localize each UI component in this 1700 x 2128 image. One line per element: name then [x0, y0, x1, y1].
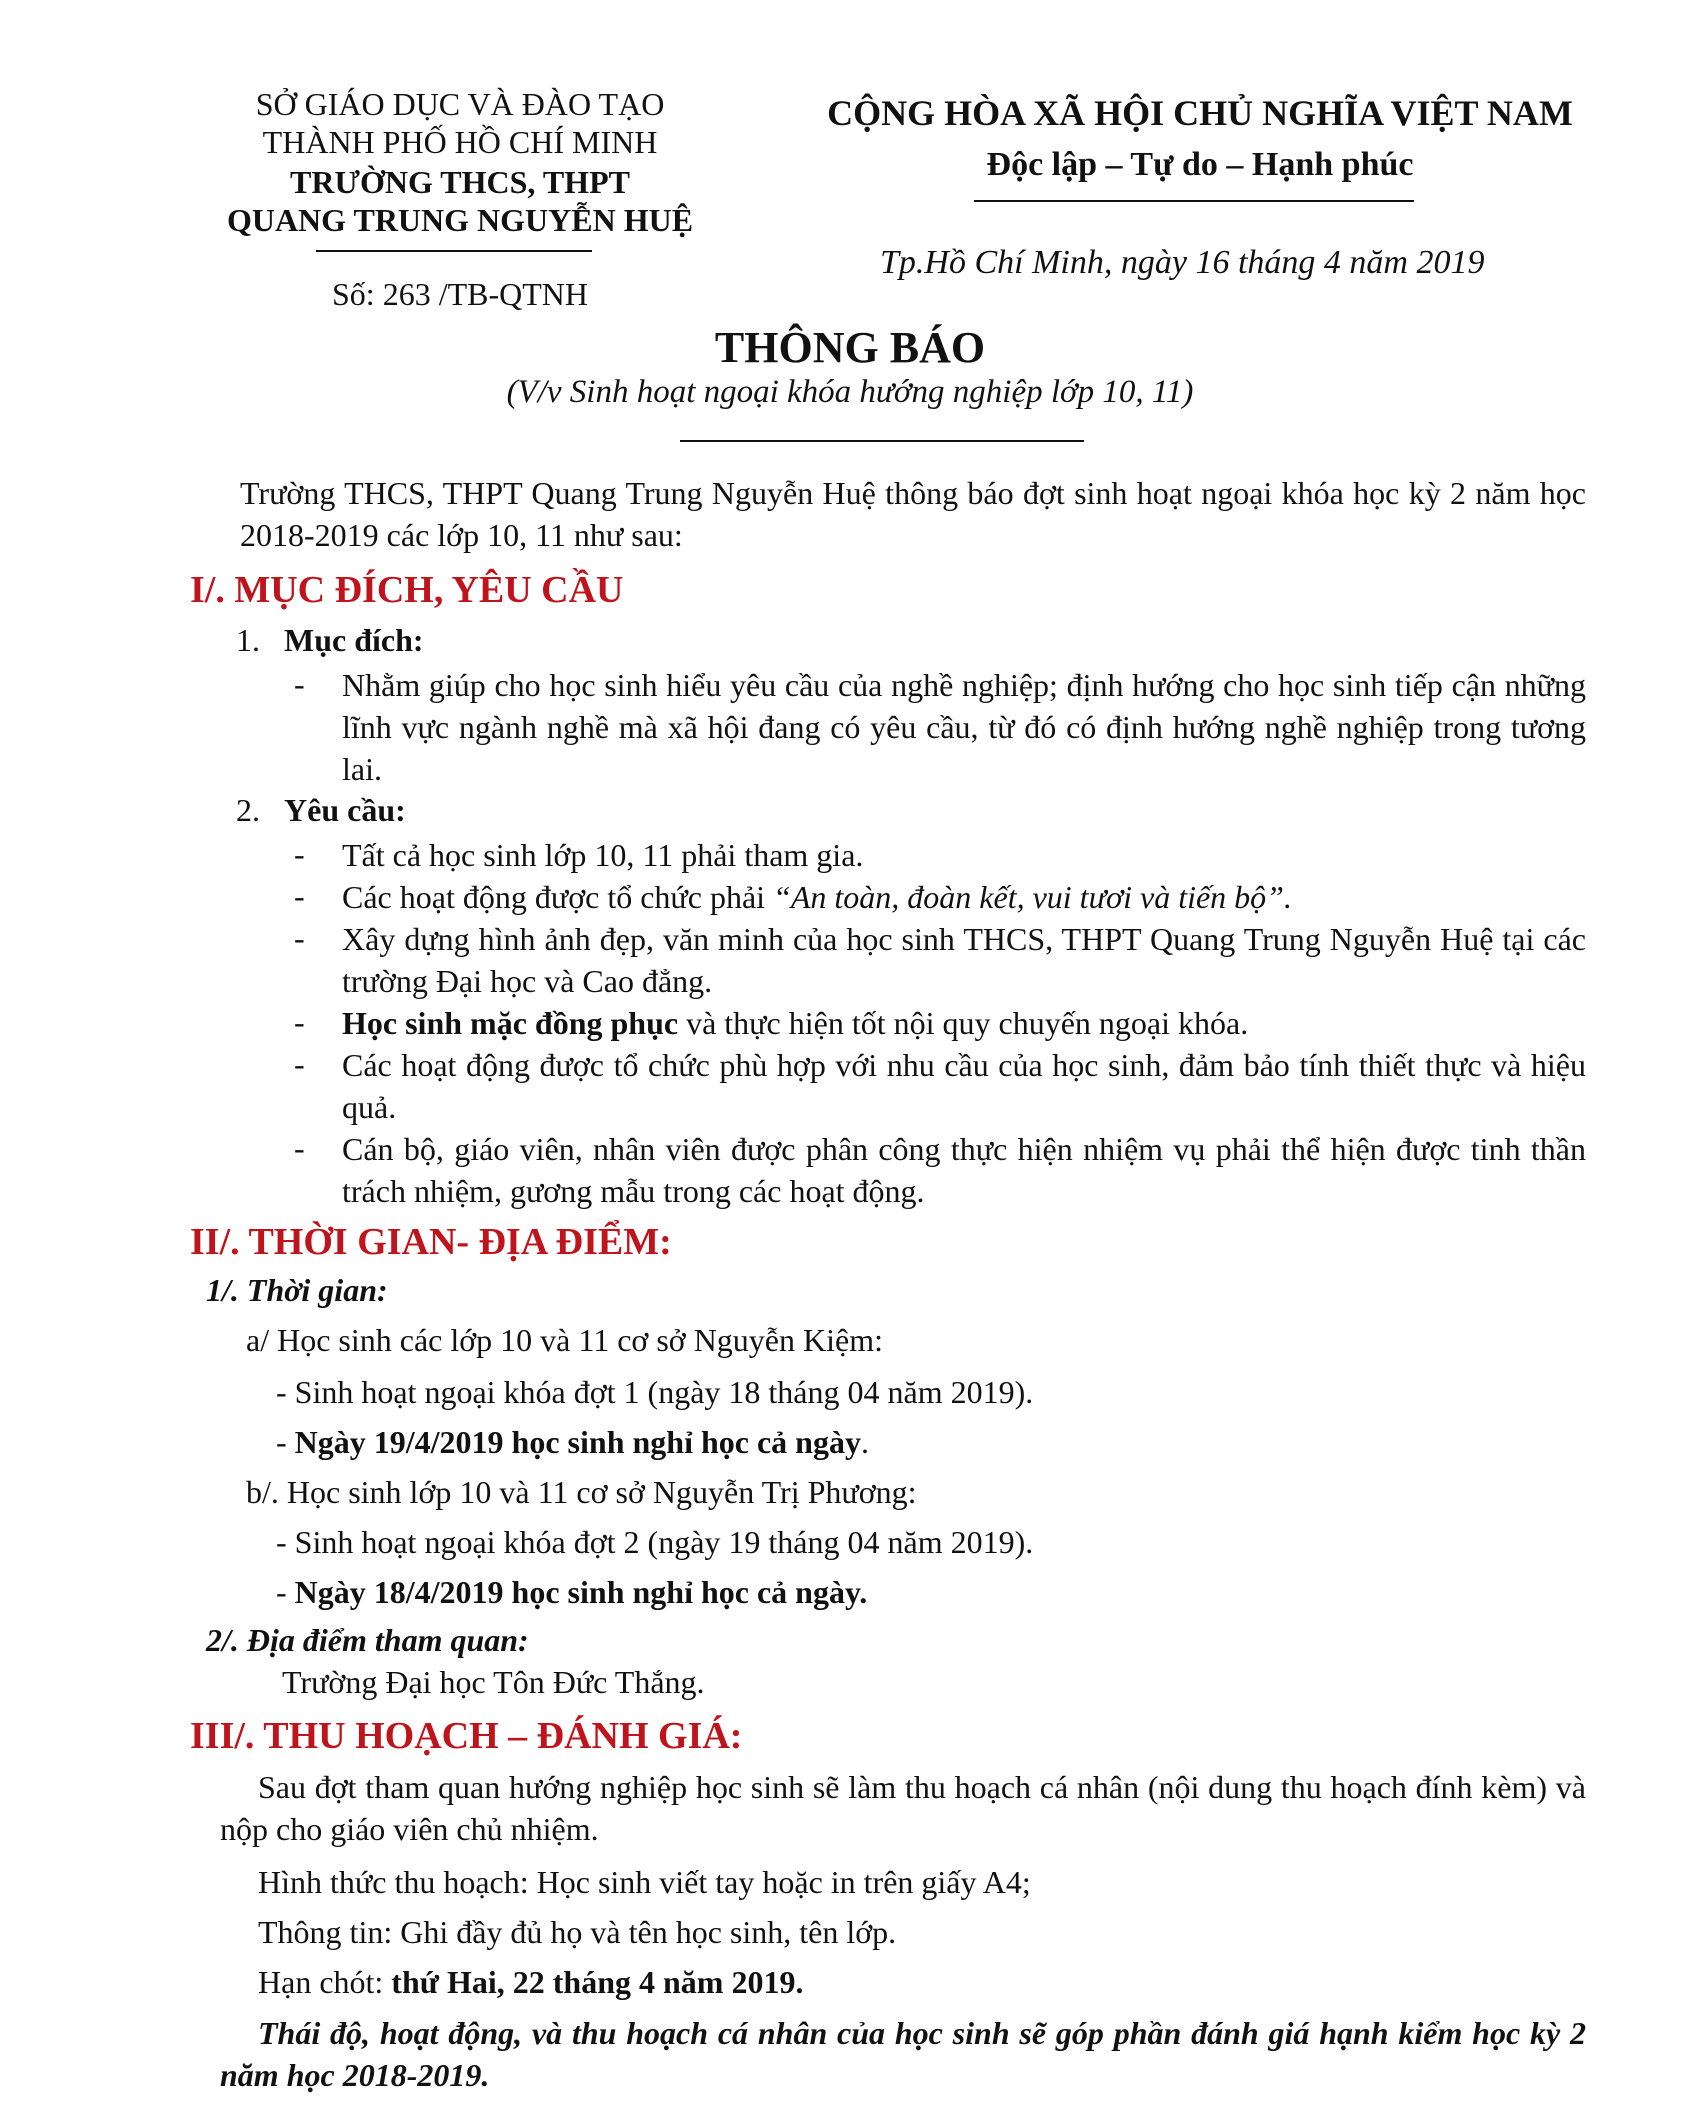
dept-name: SỞ GIÁO DỤC VÀ ĐÀO TẠO — [255, 86, 665, 122]
group-a-item-2-end: . — [860, 1424, 869, 1460]
dash: - — [294, 666, 305, 702]
requirement-label: Yêu cầu: — [284, 792, 406, 828]
nation-title: CỘNG HÒA XÃ HỘI CHỦ NGHĨA VIỆT NAM — [827, 93, 1573, 133]
document-date: Tp.Hồ Chí Minh, ngày 16 tháng 4 năm 2019 — [880, 244, 1485, 281]
group-b-item-1: - Sinh hoạt ngoại khóa đợt 2 (ngày 19 tháng 04 năm 2019). — [276, 1524, 1034, 1560]
requirement-item — [342, 918, 1586, 1002]
purpose-number: 1. — [236, 622, 260, 658]
purpose-label: Mục đích: — [284, 622, 424, 658]
group-b-item-2-bold: Ngày 18/4/2019 học sinh nghỉ học cả ngày. — [294, 1574, 868, 1610]
group-a-item-2 — [276, 1424, 869, 1461]
requirement-item — [342, 1044, 1586, 1128]
requirement-4-bold: Học sinh mặc đồng phục — [342, 1005, 679, 1041]
dash: - — [294, 878, 305, 914]
requirement-4-text: và thực hiện tốt nội quy chuyến ngoại khóa. — [678, 1005, 1249, 1041]
dash: - — [294, 1130, 305, 1166]
school-name-line1: TRƯỜNG THCS, THPT — [290, 164, 630, 200]
national-motto: Độc lập – Tự do – Hạnh phúc — [986, 146, 1414, 183]
left-header-rule — [316, 250, 592, 252]
school-name-line2: QUANG TRUNG NGUYỄN HUỆ — [226, 202, 694, 238]
dash: - — [294, 836, 305, 872]
requirement-5-text: Các hoạt động được tổ chức phù hợp với nhu cầu của học sinh, đảm bảo tính thiết thực và hiệu quả. — [342, 1047, 1586, 1125]
requirement-2-quote: “An toàn, đoàn kết, vui tươi và tiến bộ”. — [773, 879, 1292, 915]
evaluation-deadline — [258, 1964, 803, 2001]
deadline-prefix: Hạn chót: — [258, 1964, 392, 2000]
section-1-heading: I/. MỤC ĐÍCH, YÊU CẦU — [190, 569, 624, 611]
requirement-item — [342, 1002, 1586, 1044]
intro-paragraph — [240, 472, 1586, 556]
group-a-label: a/ Học sinh các lớp 10 và 11 cơ sở Nguyễn Kiệm: — [246, 1322, 883, 1358]
right-header-rule — [974, 200, 1414, 202]
intro-text: Trường THCS, THPT Quang Trung Nguyễn Huệ thông báo đợt sinh hoạt ngoại khóa học kỳ 2 năm học 2018-2019 các lớp 10, 11 như sau: — [240, 475, 1586, 553]
requirement-item — [342, 1128, 1586, 1212]
requirement-number: 2. — [236, 792, 260, 828]
purpose-item — [342, 664, 1586, 790]
requirement-6-text: Cán bộ, giáo viên, nhân viên được phân công thực hiện nhiệm vụ phải thể hiện được tinh thần trách nhiệm, gương mẫu trong các hoạt động. — [342, 1131, 1586, 1209]
purpose-item-text: Nhằm giúp cho học sinh hiểu yêu cầu của nghề nghiệp; định hướng cho học sinh tiếp cận những lĩnh vực ngành nghề mà xã hội đang có yêu cầu, từ đó có định hướng nghề nghiệp trong tương lai. — [342, 667, 1586, 787]
section-2-heading: II/. THỜI GIAN- ĐỊA ĐIỂM: — [190, 1221, 672, 1263]
requirement-item — [342, 834, 1586, 876]
time-label: 1/. Thời gian: — [206, 1272, 388, 1308]
group-b-label: b/. Học sinh lớp 10 và 11 cơ sở Nguyễn Trị Phương: — [246, 1474, 917, 1510]
requirement-2-text: Các hoạt động được tổ chức phải — [342, 879, 774, 915]
document-title: THÔNG BÁO — [714, 323, 986, 372]
city-name: THÀNH PHỐ HỒ CHÍ MINH — [262, 124, 658, 160]
document-subject: (V/v Sinh hoạt ngoại khóa hướng nghiệp lớp 10, 11) — [506, 374, 1194, 410]
evaluation-text-1: Sau đợt tham quan hướng nghiệp học sinh sẽ làm thu hoạch cá nhân (nội dung thu hoạch đính kèm) và nộp cho giáo viên chủ nhiệm. — [220, 1769, 1586, 1847]
group-b-item-2-dash: - — [276, 1574, 295, 1610]
evaluation-info: Thông tin: Ghi đầy đủ họ và tên học sinh, tên lớp. — [258, 1914, 897, 1950]
section-3-heading: III/. THU HOẠCH – ĐÁNH GIÁ: — [190, 1715, 743, 1757]
place-label: 2/. Địa điểm tham quan: — [206, 1622, 529, 1658]
group-b-item-2 — [276, 1574, 867, 1611]
evaluation-paragraph-1 — [220, 1766, 1586, 1850]
dash: - — [294, 920, 305, 956]
dash: - — [294, 1046, 305, 1082]
deadline-value: thứ Hai, 22 tháng 4 năm 2019. — [391, 1964, 804, 2000]
title-rule — [680, 440, 1084, 442]
requirement-3-text: Xây dựng hình ảnh đẹp, văn minh của học sinh THCS, THPT Quang Trung Nguyễn Huệ tại các trường Đại học và Cao đẳng. — [342, 921, 1586, 999]
evaluation-conclusion — [220, 2012, 1586, 2096]
group-a-item-1: - Sinh hoạt ngoại khóa đợt 1 (ngày 18 tháng 04 năm 2019). — [276, 1374, 1034, 1410]
group-a-item-2-dash: - — [276, 1424, 295, 1460]
dash: - — [294, 1004, 305, 1040]
place-value: Trường Đại học Tôn Đức Thắng. — [282, 1664, 705, 1700]
conclusion-text: Thái độ, hoạt động, và thu hoạch cá nhân của học sinh sẽ góp phần đánh giá hạnh kiểm học kỳ 2 năm học 2018-2019. — [220, 2015, 1586, 2093]
requirement-1-text: Tất cả học sinh lớp 10, 11 phải tham gia. — [342, 837, 864, 873]
requirement-item — [342, 876, 1586, 918]
evaluation-format: Hình thức thu hoạch: Học sinh viết tay hoặc in trên giấy A4; — [258, 1864, 1031, 1900]
group-a-item-2-bold: Ngày 19/4/2019 học sinh nghỉ học cả ngày — [294, 1424, 861, 1460]
document-number: Số: 263 /TB-QTNH — [332, 276, 588, 312]
